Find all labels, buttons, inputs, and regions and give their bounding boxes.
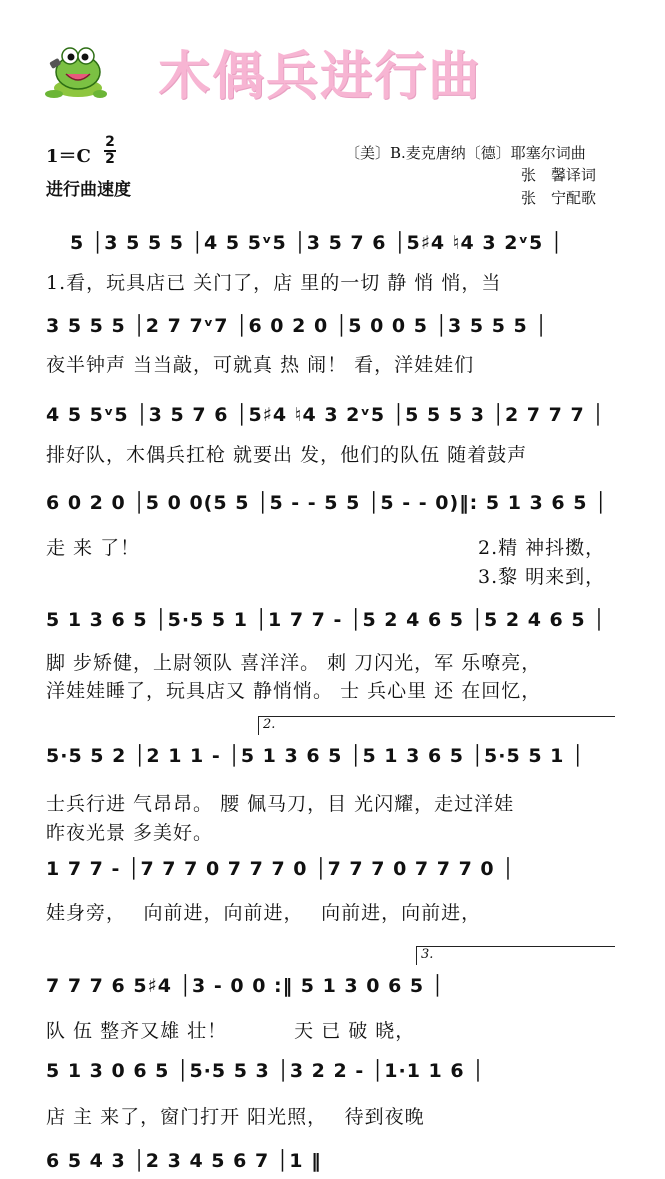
lyric-line-6a: 士兵行进 气昂昂。 腰 佩马刀，目 光闪耀，走过洋娃 [46,793,515,815]
frog-logo-icon [44,44,108,102]
notation-line-5: 5 1 3 6 5 │5·5 5 1 │1 7 7 - │5 2 4 6 5 │5 2 4 6 5 │ [46,609,606,631]
notation-line-6: 5·5 5 2 │2 1 1 - │5 1 3 6 5 │5 1 3 6 5 │5·5 5 1 │ [46,745,585,767]
tempo-marking: 进行曲速度 [46,180,131,200]
volta-bracket-3: 3. [416,946,615,965]
lyric-line-7: 娃身旁， 向前进，向前进， 向前进，向前进， [46,902,482,924]
meter-bottom: 2 [105,151,115,167]
credit-composer: 〔美〕B.麦克唐纳〔德〕耶塞尔词曲 [345,144,586,162]
song-title: 木偶兵进行曲 [158,47,483,107]
volta-bracket-2: 2. [258,716,615,735]
notation-line-10: 6 5 4 3 │2 3 4 5 6 7 │1 ‖ [46,1150,322,1172]
lyric-line-5a: 脚 步矫健，上尉领队 喜洋洋。 刺 刀闪光，军 乐嘹亮， [46,652,542,674]
notation-line-8: 7 7 7 6 5♯4 │3 - 0 0 :‖ 5 1 3 0 6 5 │ [46,975,445,997]
notation-line-7: 1 7 7 - │7 7 7 0 7 7 7 0 │7 7 7 0 7 7 7 0 │ [46,858,515,880]
meter-top: 2 [105,134,115,150]
notation-line-3: 4 5 5ᵛ5 │3 5 7 6 │5♯4 ♮4 3 2ᵛ5 │5 5 5 3 │2 7 7 7 │ [46,404,605,426]
notation-line-2: 3 5 5 5 │2 7 7ᵛ7 │6 0 2 0 │5 0 0 5 │3 5 5 5 │ [46,315,548,337]
lyric-line-2: 夜半钟声 当当敲，可就真 热 闹！ 看，洋娃娃们 [46,354,475,376]
lyric-line-1: 1.看，玩具店已 关门了，店 里的一切 静 悄 悄，当 [46,272,502,294]
credit-arranger: 张 宁配歌 [521,189,597,207]
lyric-line-9: 店 主 来了，窗门打开 阳光照， 待到夜晚 [46,1106,425,1128]
side-lyric-verse-2: 2.精 神抖擞， [478,537,606,559]
time-signature [104,136,116,166]
lyric-line-8: 队 伍 整齐又雄 壮！ 天 已 破 晓， [46,1020,416,1042]
lyric-line-3: 排好队，木偶兵扛枪 就要出 发，他们的队伍 随着鼓声 [46,444,528,466]
notation-line-4: 6 0 2 0 │5 0 0(5 5 │5 - - 5 5 │5 - - 0)‖: 5 1 3 6 5 │ [46,492,608,514]
credit-translator: 张 馨译词 [521,166,597,184]
side-lyric-verse-3: 3.黎 明来到， [478,566,606,588]
lyric-line-5b: 洋娃娃睡了，玩具店又 静悄悄。 士 兵心里 还 在回忆， [46,680,542,702]
lyric-line-6b: 昨夜光景 多美好。 [46,822,214,844]
lyric-line-4: 走 来 了！ [46,537,141,559]
notation-line-9: 5 1 3 0 6 5 │5·5 5 3 │3 2 2 - │1·1 1 6 │ [46,1060,485,1082]
key-signature: 1＝C [46,146,91,167]
notation-line-1: 5 │3 5 5 5 │4 5 5ᵛ5 │3 5 7 6 │5♯4 ♮4 3 2ᵛ5 │ [70,232,564,254]
